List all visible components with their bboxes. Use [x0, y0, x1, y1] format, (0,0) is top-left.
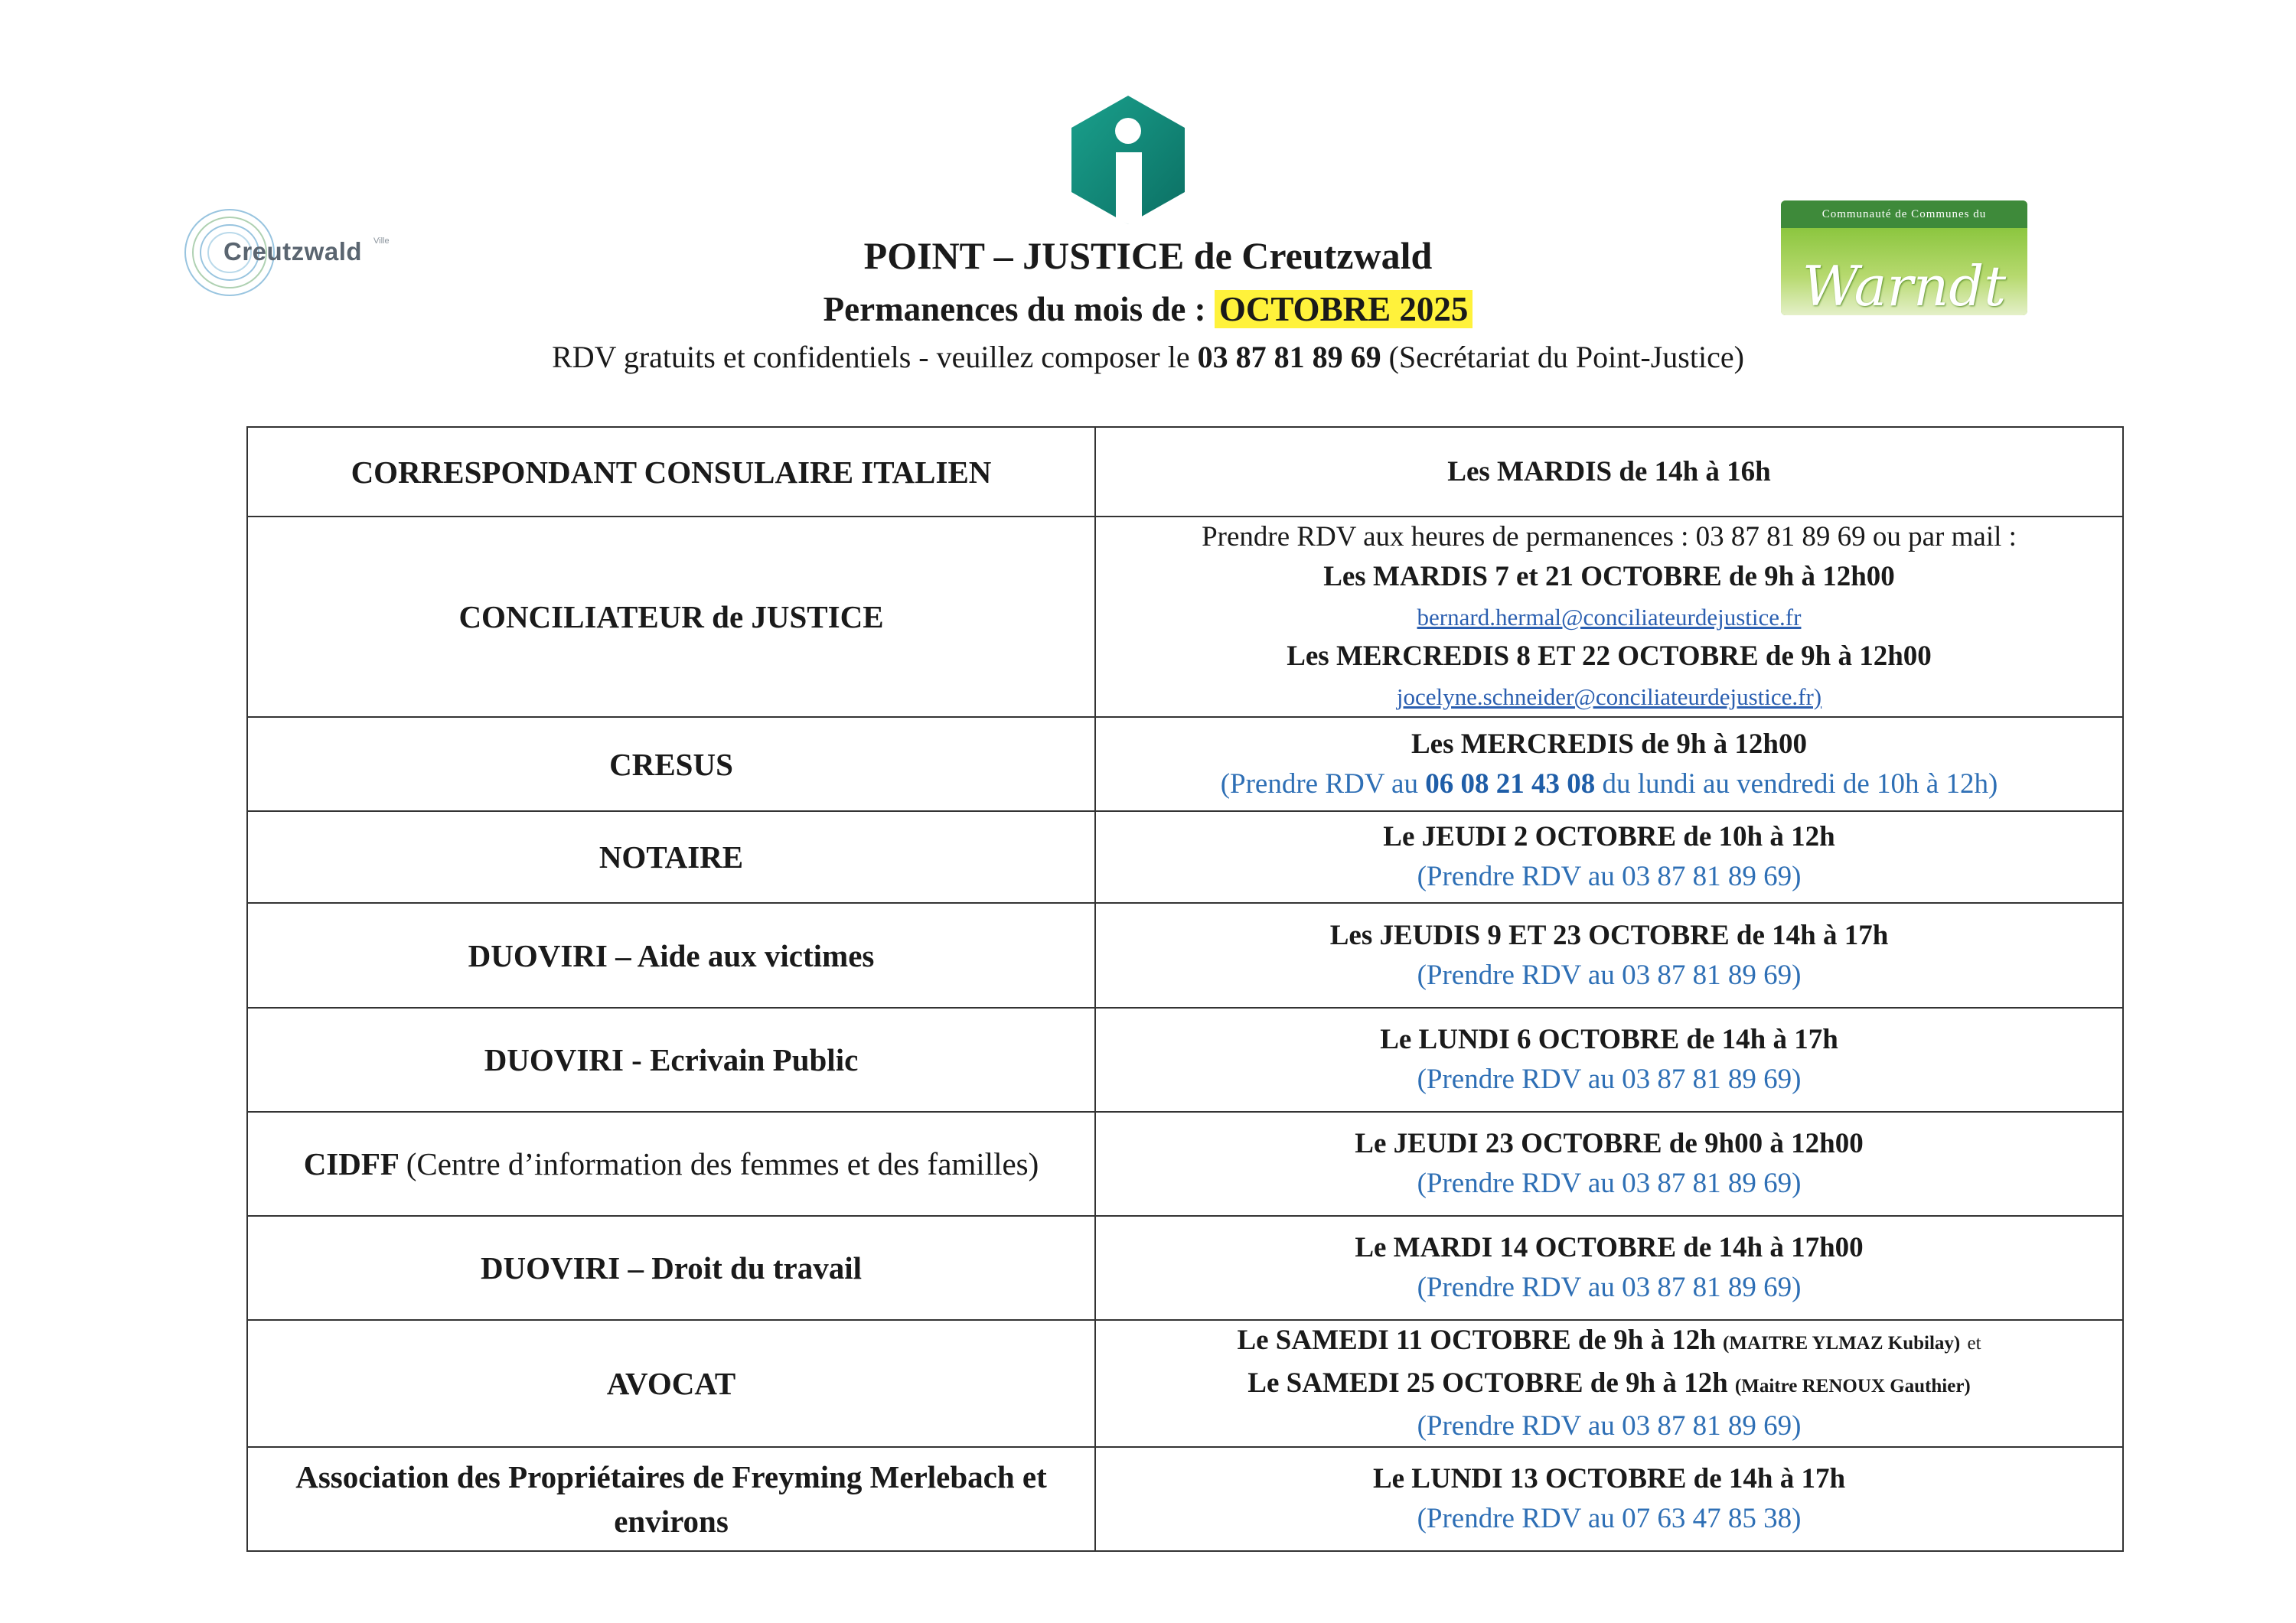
service-schedule	[1095, 1320, 2123, 1447]
email-link[interactable]: bernard.hermal@conciliateurdejustice.fr	[1417, 604, 1802, 631]
table-row	[247, 427, 2123, 517]
creutzwald-logo-suffix: Ville	[373, 236, 390, 246]
schedule-line: Les MERCREDIS 8 ET 22 OCTOBRE de 9h à 12h00	[1287, 640, 1932, 672]
table-row	[247, 1112, 2123, 1216]
service-name: DUOVIRI – Droit du travail	[247, 1216, 1095, 1320]
schedule-table	[246, 426, 2124, 1552]
warndt-logo-top-text: Communauté de Communes du	[1781, 200, 2027, 228]
info-logo	[1071, 96, 1185, 224]
rdv-line	[1107, 764, 2112, 804]
schedule-line: Le SAMEDI 11 OCTOBRE de 9h à 12h (MAITRE YLMAZ Kubilay) et	[1237, 1325, 1981, 1356]
rdv-line: (Prendre RDV au 03 87 81 89 69)	[1417, 1272, 1802, 1303]
lawyer-name: (Maitre RENOUX Gauthier)	[1734, 1376, 1971, 1396]
rdv-suffix: du lundi au vendredi de 10h à 12h)	[1602, 768, 1998, 800]
rdv-prefix: (Prendre RDV au	[1220, 768, 1418, 800]
rdv-line: (Prendre RDV au 03 87 81 89 69)	[1417, 1064, 1802, 1095]
service-name: CORRESPONDANT CONSULAIRE ITALIEN	[247, 427, 1095, 517]
service-schedule	[1095, 427, 2123, 517]
month-prefix: Permanences du mois de :	[823, 290, 1206, 328]
service-schedule	[1095, 1216, 2123, 1320]
service-schedule	[1095, 1112, 2123, 1216]
service-name-bold: CIDFF	[303, 1146, 399, 1181]
service-name-detail: (Centre d’information des femmes et des familles)	[406, 1146, 1039, 1181]
schedule-line: Le LUNDI 6 OCTOBRE de 14h à 17h	[1380, 1024, 1838, 1055]
rdv-line: (Prendre RDV au 03 87 81 89 69)	[1417, 1168, 1802, 1199]
schedule-line: Le MARDI 14 OCTOBRE de 14h à 17h00	[1355, 1232, 1864, 1263]
email-link[interactable]: jocelyne.schneider@conciliateurdejustice.fr)	[1396, 683, 1822, 710]
table-row	[247, 1447, 2123, 1551]
schedule-intro: Prendre RDV aux heures de permanences : 03 87 81 89 69 ou par mail :	[1202, 521, 2017, 552]
rdv-instructions	[0, 339, 2296, 375]
table-row	[247, 717, 2123, 811]
table-row	[247, 903, 2123, 1008]
schedule-line: Le JEUDI 23 OCTOBRE de 9h00 à 12h00	[1355, 1128, 1864, 1159]
month-highlight: OCTOBRE 2025	[1215, 290, 1473, 328]
info-icon	[1071, 96, 1185, 224]
warndt-logo-name: Warndt	[1802, 254, 2007, 315]
service-name: DUOVIRI - Ecrivain Public	[247, 1008, 1095, 1112]
service-schedule	[1095, 811, 2123, 903]
rdv-suffix: (Secrétariat du Point-Justice)	[1388, 340, 1744, 374]
table-row	[247, 1216, 2123, 1320]
page-title: POINT – JUSTICE de Creutzwald	[863, 234, 1433, 277]
rdv-line: (Prendre RDV au 03 87 81 89 69)	[1417, 959, 1802, 991]
service-schedule	[1095, 1447, 2123, 1551]
service-schedule	[1095, 903, 2123, 1008]
schedule-line: Les MARDIS 7 et 21 OCTOBRE de 9h à 12h00	[1323, 561, 1895, 592]
service-name: CONCILIATEUR de JUSTICE	[247, 517, 1095, 717]
service-name: CRESUS	[247, 717, 1095, 811]
rdv-line: (Prendre RDV au 03 87 81 89 69)	[1417, 861, 1802, 892]
service-schedule	[1095, 517, 2123, 717]
service-schedule	[1095, 717, 2123, 811]
table-row	[247, 811, 2123, 903]
service-name: AVOCAT	[247, 1320, 1095, 1447]
table-row	[247, 517, 2123, 717]
table-row	[247, 1320, 2123, 1447]
rdv-line: (Prendre RDV au 03 87 81 89 69)	[1417, 1410, 1802, 1442]
table-row	[247, 1008, 2123, 1112]
joiner: et	[1967, 1333, 1981, 1354]
service-name: NOTAIRE	[247, 811, 1095, 903]
rdv-line: (Prendre RDV au 07 63 47 85 38)	[1417, 1503, 1802, 1534]
service-schedule	[1095, 1008, 2123, 1112]
creutzwald-logo-text: Creutzwald	[223, 237, 363, 266]
schedule-line: Les JEUDIS 9 ET 23 OCTOBRE de 14h à 17h	[1329, 919, 1889, 951]
schedule-line: Les MARDIS de 14h à 16h	[1447, 455, 1771, 487]
service-name: DUOVIRI – Aide aux victimes	[247, 903, 1095, 1008]
rdv-phone: 03 87 81 89 69	[1197, 340, 1381, 374]
service-name	[247, 1112, 1095, 1216]
rdv-phone: 06 08 21 43 08	[1425, 768, 1596, 800]
schedule-line: Le LUNDI 13 OCTOBRE de 14h à 17h	[1372, 1463, 1846, 1494]
schedule-line: Le SAMEDI 25 OCTOBRE de 9h à 12h (Maitre RENOUX Gauthier)	[1247, 1367, 1971, 1399]
schedule-line: Le JEUDI 2 OCTOBRE de 10h à 12h	[1383, 821, 1835, 852]
schedule-line: Les MERCREDIS de 9h à 12h00	[1411, 728, 1808, 760]
service-name: Association des Propriétaires de Freyming Merlebach et environs	[247, 1447, 1095, 1551]
lawyer-name: (MAITRE YLMAZ Kubilay)	[1723, 1333, 1961, 1354]
rdv-prefix: RDV gratuits et confidentiels - veuillez composer le	[552, 340, 1190, 374]
month-line	[0, 289, 2296, 329]
